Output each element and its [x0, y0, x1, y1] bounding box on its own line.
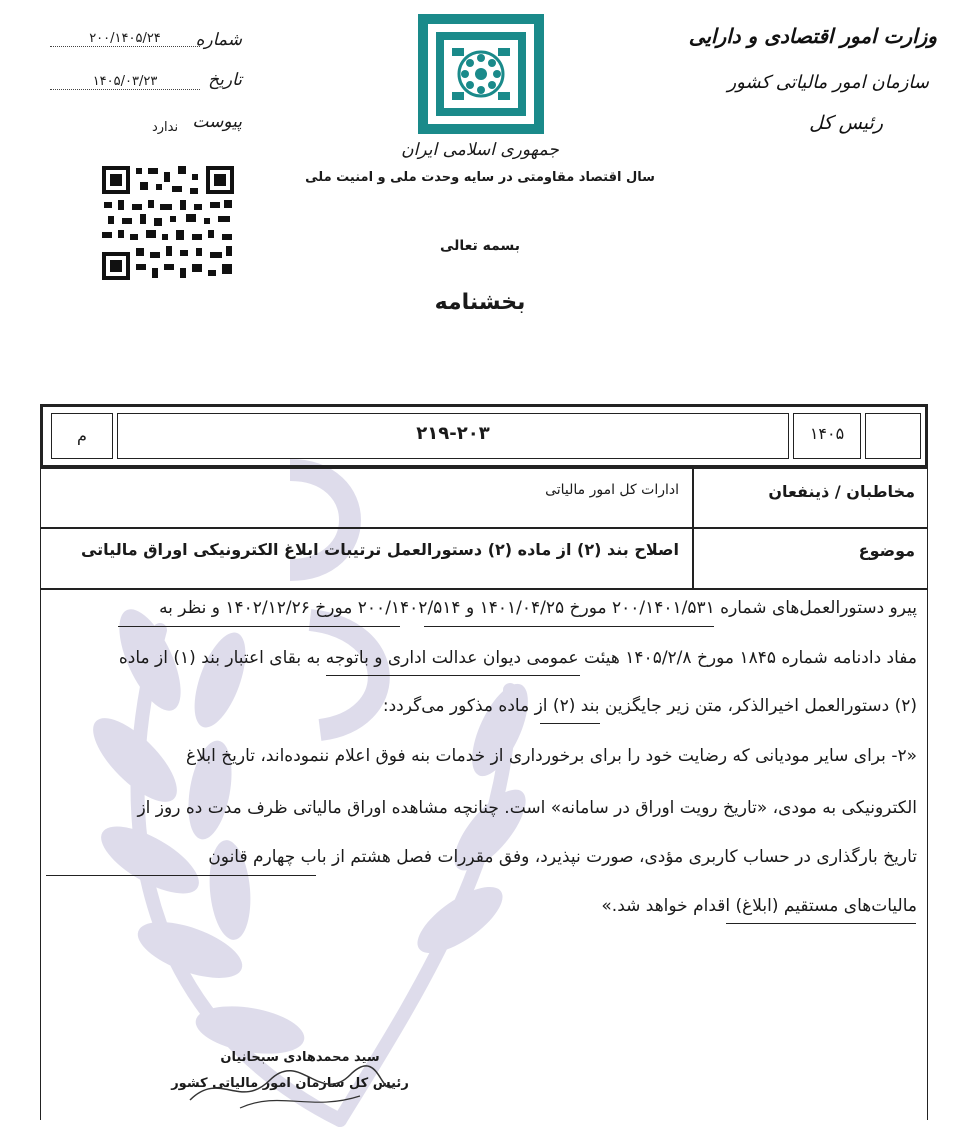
body-line-6: تاریخ بارگذاری در حساب کاربری مؤدی، صورت نپذیرد، وفق مقررات فصل هشتم از باب چهارم قانون	[208, 847, 917, 867]
content-frame	[40, 468, 928, 1120]
organization-emblem-icon	[418, 14, 544, 134]
attachment-label: پیوست	[192, 112, 242, 132]
subject-label: موضوع	[858, 541, 915, 560]
office-title: رئیس کل	[809, 112, 883, 134]
ministry-name: وزارت امور اقتصادی و دارایی	[688, 24, 937, 48]
subject-value: اصلاح بند (۲) از ماده (۲) دستورالعمل ترتیبات ابلاغ الکترونیکی اوراق مالیاتی	[80, 540, 679, 559]
qr-code-icon	[100, 164, 236, 282]
country-name: جمهوری اسلامی ایران	[401, 140, 559, 160]
blank-cell	[865, 413, 921, 459]
classification-cell	[51, 413, 113, 459]
attachment-value: ندارد	[151, 120, 179, 135]
reference-year: ۱۴۰۵	[809, 424, 845, 443]
date-label: تاریخ	[208, 70, 242, 90]
body-line-5: الکترونیکی به مودی، «تاریخ رویت اوراق در سامانه» است. چنانچه مشاهده اوراق مالیاتی ظرف مدت ده روز از	[137, 798, 917, 818]
classification-value: م	[77, 426, 87, 445]
handwritten-signature-icon	[180, 1060, 400, 1116]
year-slogan: سال اقتصاد مقاومتی در سایه وحدت ملی و امنیت ملی	[305, 170, 655, 185]
date-value: ۱۴۰۵/۰۳/۲۳	[50, 74, 200, 90]
reference-code: ۲۱۹-۲۰۳	[416, 423, 490, 444]
body-line-2: مفاد دادنامه شماره ۱۸۴۵ مورخ ۱۴۰۵/۲/۸ هیئت عمومی دیوان عدالت اداری و باتوجه به بقای اعتبار بند (۱) از ماده	[118, 648, 917, 668]
addressees-label: مخاطبان / ذینفعان	[768, 482, 915, 501]
code-cell	[117, 413, 789, 459]
bismillah: بسمه تعالی	[439, 238, 521, 254]
signatory-title: رئیس کل سازمان امور مالیاتی کشور	[171, 1076, 409, 1091]
year-cell	[793, 413, 861, 459]
signatory-name: سید محمدهادی سبحانیان	[220, 1050, 380, 1065]
organization-name: سازمان امور مالیاتی کشور	[727, 72, 929, 93]
number-value: ۲۰۰/۱۴۰۵/۲۴	[50, 31, 200, 47]
document-type: بخشنامه	[434, 290, 526, 315]
addressees-value: ادارات کل امور مالیاتی	[545, 482, 679, 498]
number-label: شماره	[195, 30, 242, 50]
body-line-3: (۲) دستورالعمل اخیرالذکر، متن زیر جایگزین بند (۲) از ماده مذکور می‌گردد:	[382, 696, 917, 716]
body-line-4: «۲- برای سایر مودیانی که رضایت خود را برای برخورداری از خدمات بنه فوق اعلام ننموده‌اند، تاریخ ابلاغ	[186, 746, 917, 766]
reference-row	[40, 404, 928, 468]
body-line-1: پیرو دستورالعمل‌های شماره ۲۰۰/۱۴۰۱/۵۳۱ مورخ ۱۴۰۱/۰۴/۲۵ و ۲۰۰/۱۴۰۲/۵۱۴ مورخ ۱۴۰۲/۱۲/۲۶ و نظر به	[159, 598, 917, 618]
body-line-7: مالیات‌های مستقیم (ابلاغ) اقدام خواهد شد.»	[601, 896, 917, 916]
